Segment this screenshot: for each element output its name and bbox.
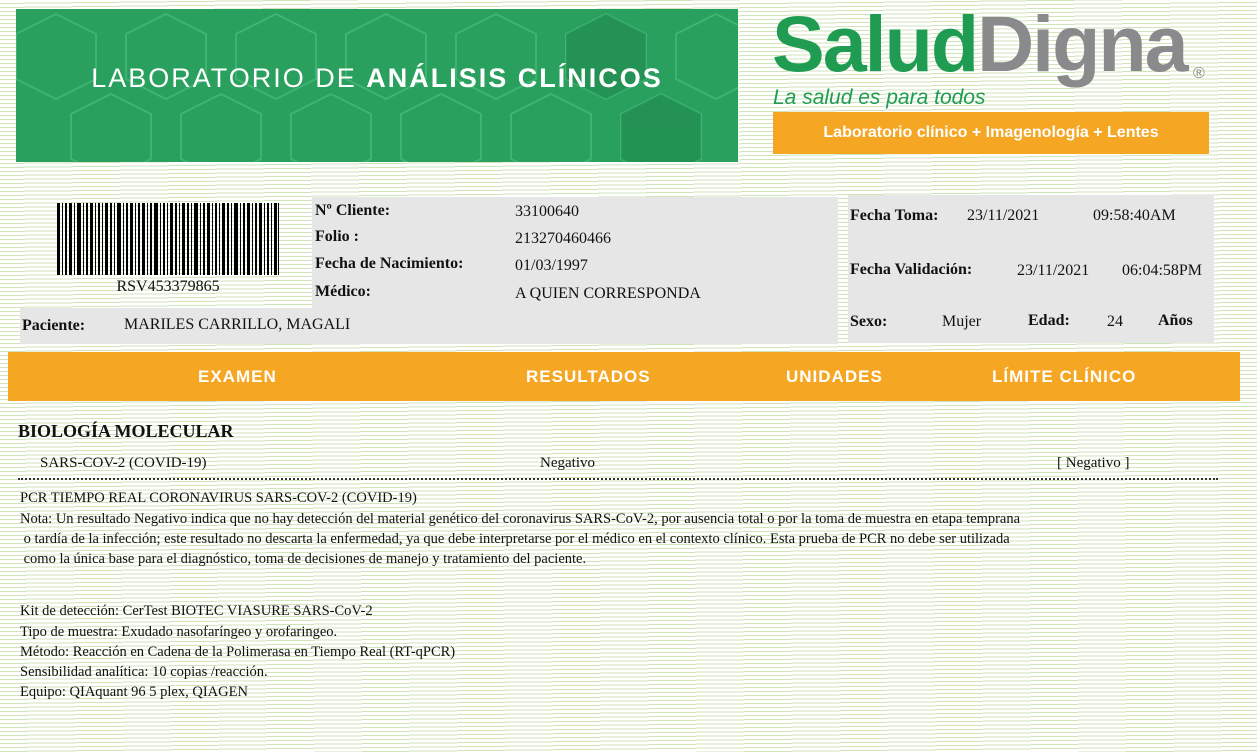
services-banner: Laboratorio clínico + Imagenología + Lentes [773, 112, 1209, 154]
registered-mark: ® [1193, 65, 1205, 82]
detail-sensitivity: Sensibilidad analítica: 10 copias /reacción. [20, 664, 268, 680]
age-label: Edad: [1028, 312, 1070, 329]
age-value: 24 [1107, 313, 1123, 330]
section-title: BIOLOGÍA MOLECULAR [18, 421, 234, 441]
note-line: o tardía de la infección; este resultado no descarta la enfermedad, ya que debe interpretarse por el médico en el contexto clínico. Esta prueba de PCR no debe ser utilizada [20, 531, 1010, 547]
note-line: como la única base para el diagnóstico, toma de decisiones de manejo y tratamiento del paciente. [20, 551, 587, 567]
detail-method: Método: Reacción en Cadena de la Polimerasa en Tiempo Real (RT-qPCR) [20, 644, 456, 660]
detail-sample-type: Tipo de muestra: Exudado nasofaríngeo y orofaringeo. [20, 624, 338, 640]
doctor-value: A QUIEN CORRESPONDA [515, 285, 701, 302]
note-line: Nota: Un resultado Negativo indica que no hay detección del material genético del coronavirus SARS-CoV-2, por ausencia total o por la toma de muestra en etapa temprana [20, 511, 1021, 527]
row-divider [18, 478, 1218, 480]
sample-time-value: 09:58:40AM [1093, 207, 1176, 224]
exam-name: SARS-COV-2 (COVID-19) [40, 455, 207, 471]
validation-date-value: 23/11/2021 [1017, 262, 1090, 279]
column-results: RESULTADOS [526, 367, 651, 386]
note-title: PCR TIEMPO REAL CORONAVIRUS SARS-COV-2 (COVID-19) [20, 490, 417, 506]
detail-equipment: Equipo: QIAquant 96 5 plex, QIAGEN [20, 684, 248, 700]
column-clinical-limit: LÍMITE CLÍNICO [992, 367, 1137, 386]
logo-tagline: La salud es para todos [773, 86, 986, 109]
folio-label: Folio : [315, 228, 359, 245]
folio-value: 213270460466 [515, 230, 611, 247]
doctor-label: Médico: [315, 283, 371, 300]
birthdate-value: 01/03/1997 [515, 257, 588, 274]
detail-kit: Kit de detección: CerTest BIOTEC VIASURE SARS-CoV-2 [20, 603, 373, 619]
lab-banner [16, 9, 738, 162]
client-number-label: Nº Cliente: [315, 202, 391, 219]
salud-digna-logo: SaludDigna [772, 0, 1187, 88]
column-exam: EXAMEN [198, 367, 277, 386]
results-table-header [8, 352, 1240, 401]
validation-time-value: 06:04:58PM [1122, 262, 1203, 279]
birthdate-label: Fecha de Nacimiento: [315, 255, 464, 272]
patient-name: MARILES CARRILLO, MAGALI [124, 316, 351, 333]
barcode [57, 203, 279, 275]
exam-clinical-limit: [ Negativo ] [1057, 455, 1130, 471]
validation-date-label: Fecha Validación: [850, 261, 973, 278]
lab-banner-title: LABORATORIO DE ANÁLISIS CLÍNICOS [91, 63, 663, 93]
barcode-number: RSV453379865 [116, 278, 220, 295]
exam-result: Negativo [540, 455, 595, 471]
age-unit: Años [1158, 312, 1193, 329]
sample-date-value: 23/11/2021 [967, 207, 1040, 224]
column-units: UNIDADES [786, 367, 883, 386]
sex-value: Mujer [942, 313, 982, 330]
client-number-value: 33100640 [515, 203, 579, 220]
patient-label: Paciente: [22, 317, 86, 334]
sample-date-label: Fecha Toma: [850, 207, 939, 224]
sex-label: Sexo: [850, 313, 888, 330]
